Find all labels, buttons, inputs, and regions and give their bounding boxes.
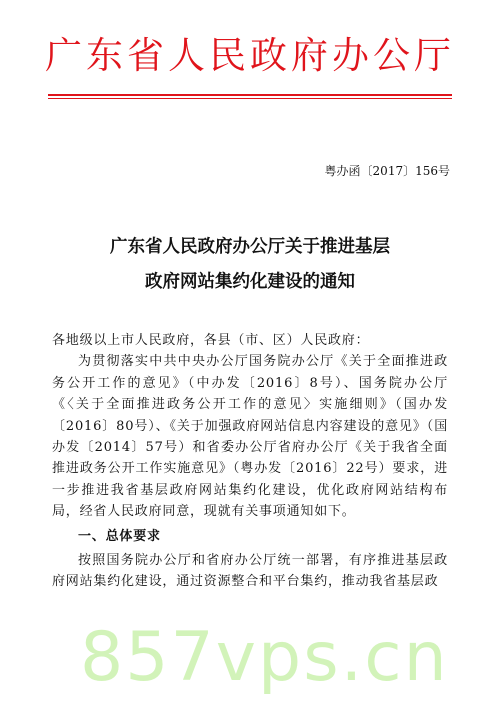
body-paragraph-2: 按照国务院办公厅和省府办公厅统一部署，有序推进基层政府网站集约化建设，通过资源整合和平台集约，推动我省基层政 xyxy=(52,553,448,590)
salutation: 各地级以上市人民政府，各县（市、区）人民政府： xyxy=(52,333,370,348)
document-body xyxy=(52,330,448,593)
document-title-line-1: 广东省人民政府办公厅关于推进基层 xyxy=(110,237,390,257)
red-separator-thin xyxy=(48,98,452,99)
section-heading-1: 一、总体要求 xyxy=(78,528,161,544)
document-number: 粤办函〔2017〕156号 xyxy=(324,164,450,178)
site-watermark: 857vps.cn xyxy=(80,618,449,697)
body-paragraph-1: 为贯彻落实中共中央办公厅国务院办公厅《关于全面推进政务公开工作的意见》（中办发〔2016〕8号）、国务院办公厅《〈关于全面推进政务公开工作的意见〉实施细则》（国办发〔2016〕80号）、《关于加强政府网站信息内容建设的意见》（国办发〔2014〕57号）和省委办公厅省府办公厅《关于我省全面推进政务公开工作实施意见》（粤办发〔2016〕22号）要求，进一步推进我省基层政府网站集约化建设，优化政府网站结构布局，经省人民政府同意，现就有关事项通知如下。 xyxy=(52,354,448,520)
issuer-masthead: 广东省人民政府办公厅 xyxy=(45,34,455,77)
red-separator-thick xyxy=(48,94,452,96)
document-title-line-2: 政府网站集约化建设的通知 xyxy=(145,272,355,292)
